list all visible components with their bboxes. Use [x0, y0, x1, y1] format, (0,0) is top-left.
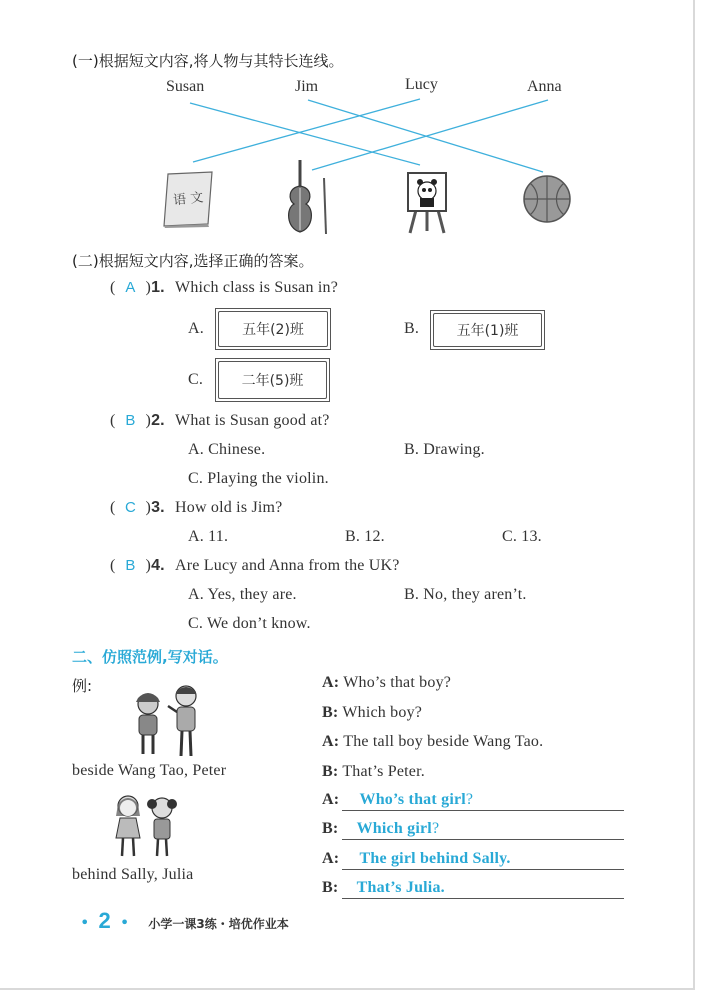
answer-3-speaker: A: [322, 850, 340, 867]
dialog-line-1 [322, 674, 451, 692]
page-footer [80, 908, 289, 934]
q3-text: How old is Jim? [175, 499, 283, 516]
book-label: 语 文 [172, 190, 205, 209]
line-lucy-book [193, 99, 420, 162]
q1-opt-b-box [430, 310, 545, 350]
answer-2-punct: ? [431, 820, 440, 837]
caption-girls: behind Sally, Julia [72, 866, 194, 883]
q1-answer: A [125, 279, 136, 296]
q3-number: 3. [151, 499, 165, 516]
q4-opt-b: B. No, they aren’t. [404, 586, 527, 603]
answer-line-1 [322, 791, 473, 809]
violin-icon [280, 158, 332, 238]
q1-opt-a-text: 五年(2)班 [218, 311, 328, 347]
dialog-line-4 [322, 763, 425, 781]
name-susan: Susan [166, 78, 205, 95]
dialog-3-text: The tall boy beside Wang Tao. [343, 733, 544, 750]
dialog-4-text: That’s Peter. [342, 763, 425, 780]
q2-opt-b: B. Drawing. [404, 441, 485, 458]
line-susan-easel [190, 103, 420, 165]
q3-paren-close: ) [145, 499, 152, 516]
q4-answer: B [125, 557, 136, 574]
answer-4-speaker: B: [322, 879, 339, 896]
q1-text: Which class is Susan in? [175, 279, 339, 296]
q3-opt-a: A. 11. [188, 528, 229, 545]
dialog-4-speaker: B: [322, 763, 339, 780]
matching-lines [0, 0, 695, 240]
girls-illustration-icon [108, 790, 188, 860]
part1-title: (一)根据短文内容,将人物与其特长连线。 [72, 52, 344, 70]
q3-opt-b: B. 12. [345, 528, 385, 545]
caption-boys: beside Wang Tao, Peter [72, 762, 227, 779]
q2-answer: B [125, 412, 136, 429]
q1-number: 1. [151, 279, 165, 296]
answer-underline-3 [342, 869, 624, 870]
q1-opt-c-text: 二年(5)班 [218, 361, 327, 399]
answer-line-3 [322, 850, 511, 868]
q1-opt-a-box [215, 308, 331, 350]
q2-paren-open: ( [110, 412, 116, 429]
example-label: 例: [72, 677, 93, 695]
part3-title: 二、仿照范例,写对话。 [72, 648, 228, 666]
q2-opt-c: C. Playing the violin. [188, 470, 329, 487]
answer-2-speaker: B: [322, 820, 339, 837]
footer-dot-left: • [80, 913, 90, 932]
answer-4-text: That’s Julia. [356, 879, 445, 896]
part2-title: (二)根据短文内容,选择正确的答案。 [72, 252, 314, 270]
dialog-3-speaker: A: [322, 733, 340, 750]
answer-underline-2 [342, 839, 624, 840]
q3-answer: C [125, 499, 137, 516]
q1-opt-b-text: 五年(1)班 [433, 313, 542, 347]
q4-number: 4. [151, 557, 165, 574]
q2-paren-close: ) [145, 412, 152, 429]
q3-paren-open: ( [110, 499, 116, 516]
question-1 [110, 279, 338, 297]
dialog-line-3 [322, 733, 543, 751]
answer-underline-1 [342, 810, 624, 811]
name-lucy: Lucy [405, 76, 438, 93]
answer-3-text: The girl behind Sally. [359, 850, 511, 867]
q2-text: What is Susan good at? [175, 412, 330, 429]
name-anna: Anna [527, 78, 562, 95]
answer-line-2 [322, 820, 439, 838]
q4-text: Are Lucy and Anna from the UK? [175, 557, 400, 574]
answer-1-text: Who’s that girl [359, 791, 466, 808]
footer-dot-right: • [119, 913, 130, 932]
q4-opt-c: C. We don’t know. [188, 615, 311, 632]
boys-illustration-icon [130, 684, 210, 760]
answer-2-text: Which girl [356, 820, 432, 837]
q4-opt-a: A. Yes, they are. [188, 586, 297, 603]
answer-underline-4 [342, 898, 624, 899]
q1-opt-a-label: A. [188, 320, 204, 337]
line-anna-violin [312, 100, 548, 170]
q2-opt-a: A. Chinese. [188, 441, 266, 458]
q3-opt-c: C. 13. [502, 528, 542, 545]
q4-paren-close: ) [145, 557, 152, 574]
easel-panda-icon [404, 165, 450, 235]
dialog-2-text: Which boy? [342, 704, 423, 721]
book-title: 小学一课3练・培优作业本 [148, 917, 289, 931]
question-3 [110, 499, 282, 517]
dialog-2-speaker: B: [322, 704, 339, 721]
q4-paren-open: ( [110, 557, 116, 574]
page-number: 2 [98, 908, 111, 933]
question-4 [110, 557, 400, 575]
dialog-line-2 [322, 704, 422, 722]
dialog-1-text: Who’s that boy? [343, 674, 452, 691]
question-2 [110, 412, 330, 430]
q1-opt-c-box [215, 358, 330, 402]
q2-number: 2. [151, 412, 165, 429]
dialog-1-speaker: A: [322, 674, 340, 691]
name-jim: Jim [295, 78, 319, 95]
q1-opt-b-label: B. [404, 320, 420, 337]
q1-paren-close: ) [145, 279, 152, 296]
answer-line-4 [322, 879, 445, 897]
chinese-book-icon [162, 170, 214, 228]
q1-paren-open: ( [110, 279, 116, 296]
answer-1-speaker: A: [322, 791, 340, 808]
q1-opt-c-label: C. [188, 371, 204, 388]
answer-1-punct: ? [465, 791, 474, 808]
ball-icon [522, 174, 572, 224]
